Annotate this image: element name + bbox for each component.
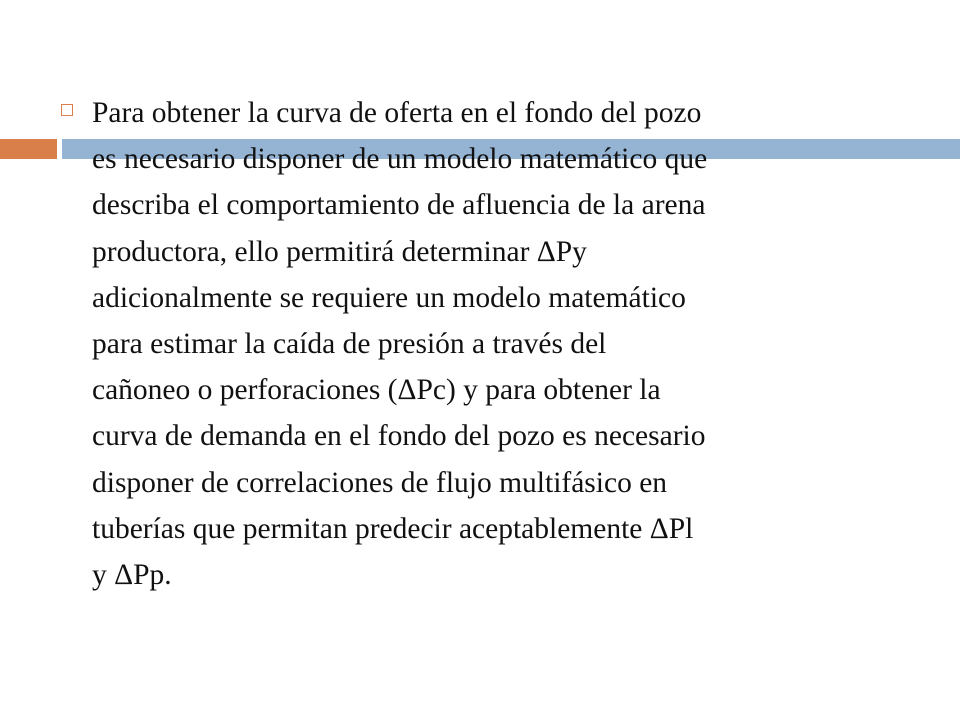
bullet-item (55, 90, 915, 598)
bullet-text: Para obtener la curva de oferta en el fondo del pozo es necesario disponer de un modelo matemático que describa el comportamiento de afluencia de la arena productora, ello permitirá determinar ΔPy adicionalmente se requiere un modelo matemático para estimar la caída de presión a través del cañoneo o perforaciones (ΔPc) y para obtener la curva de demanda en el fondo del pozo es necesario disponer de correlaciones de flujo multifásico en tuberías que permitan predecir aceptablemente ΔPl y ΔPp. (92, 97, 708, 592)
square-bullet-icon (61, 104, 73, 116)
slide-content (55, 90, 915, 598)
accent-bar-orange (0, 139, 57, 159)
